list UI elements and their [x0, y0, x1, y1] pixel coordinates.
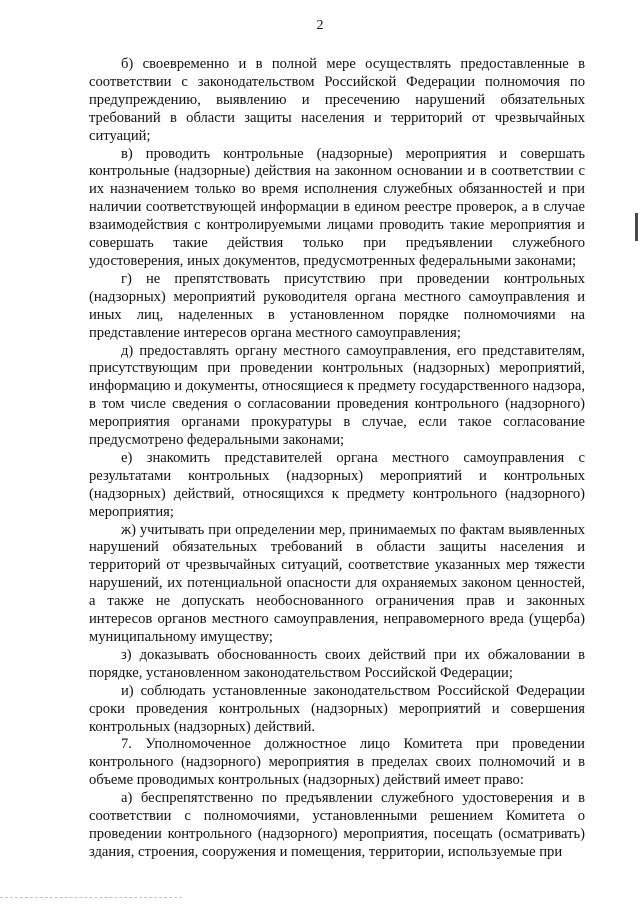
paragraph-z: з) доказывать обоснованность своих действий при их обжаловании в порядке, установленном законодательством Российской Федерации;: [89, 646, 585, 681]
paragraph-7: 7. Уполномоченное должностное лицо Комитета при проведении контрольного (надзорного) мероприятия в пределах своих полномочий и в объеме проводимых контрольных (надзорных) действий имеет право:: [89, 736, 585, 789]
paragraph-v: в) проводить контрольные (надзорные) мероприятия и совершать контрольные (надзорные) действия на законном основании и в соответствии с их назначением только во время исполнения служебных обязанностей и при наличии соответствующей информации в едином реестре проверок, а в случае взаимодействия с контролируемыми лицами проводить такие мероприятия и совершать такие действия только при предъявлении служебного удостоверения, иных документов, предусмотренных федеральными законами;: [89, 145, 585, 269]
paragraph-7a: а) беспрепятственно по предъявлении служебного удостоверения и в соответствии с полномочиями, установленными решением Комитета о проведении контрольного (надзорного) мероприятия, посещать (осматривать) здания, строения, сооружения и помещения, территории, используемые при: [89, 790, 585, 860]
paragraph-i: и) соблюдать установленные законодательством Российской Федерации сроки проведения контрольных (надзорных) мероприятий и совершения контрольных (надзорных) действий.: [89, 682, 585, 735]
paragraph-zh: ж) учитывать при определении мер, принимаемых по фактам выявленных нарушений обязательных требований в области защиты населения и территорий от чрезвычайных ситуаций, соответствие указанных мер тяжести нарушений, их потенциальной опасности для охраняемых законом ценностей, а также не допускать необоснованного ограничения прав и законных интересов органов местного самоуправления, неправомерного вреда (ущерба) муниципальному имуществу;: [89, 521, 585, 645]
scan-edge-mark: [635, 213, 638, 241]
paragraph-d: д) предоставлять органу местного самоуправления, его представителям, присутствующим при проведении контрольных (надзорных) мероприятий, информацию и документы, относящиеся к предмету государственного надзора, в том числе сведения о согласовании проведения контрольного (надзорного) мероприятия органами прокуратуры в случае, если такое согласование предусмотрено федеральными законами;: [89, 342, 585, 449]
document-body: [89, 56, 585, 862]
footer-rule: [0, 897, 182, 898]
paragraph-b: б) своевременно и в полной мере осуществлять предоставленные в соответствии с законодательством Российской Федерации полномочия по предупреждению, выявлению и пресечению нарушений обязательных требований в области защиты населения и территорий от чрезвычайных ситуаций;: [89, 56, 585, 144]
paragraph-g: г) не препятствовать присутствию при проведении контрольных (надзорных) мероприятий руководителя органа местного самоуправления и иных лиц, наделенных в установленном порядке полномочиями на представление интересов органа местного самоуправления;: [89, 270, 585, 341]
page-number: 2: [316, 18, 324, 33]
paragraph-e: е) знакомить представителей органа местного самоуправления с результатами контрольных (надзорных) мероприятий и контрольных (надзорных) действий, относящихся к предмету контрольного (надзорного) мероприятия;: [89, 449, 585, 520]
